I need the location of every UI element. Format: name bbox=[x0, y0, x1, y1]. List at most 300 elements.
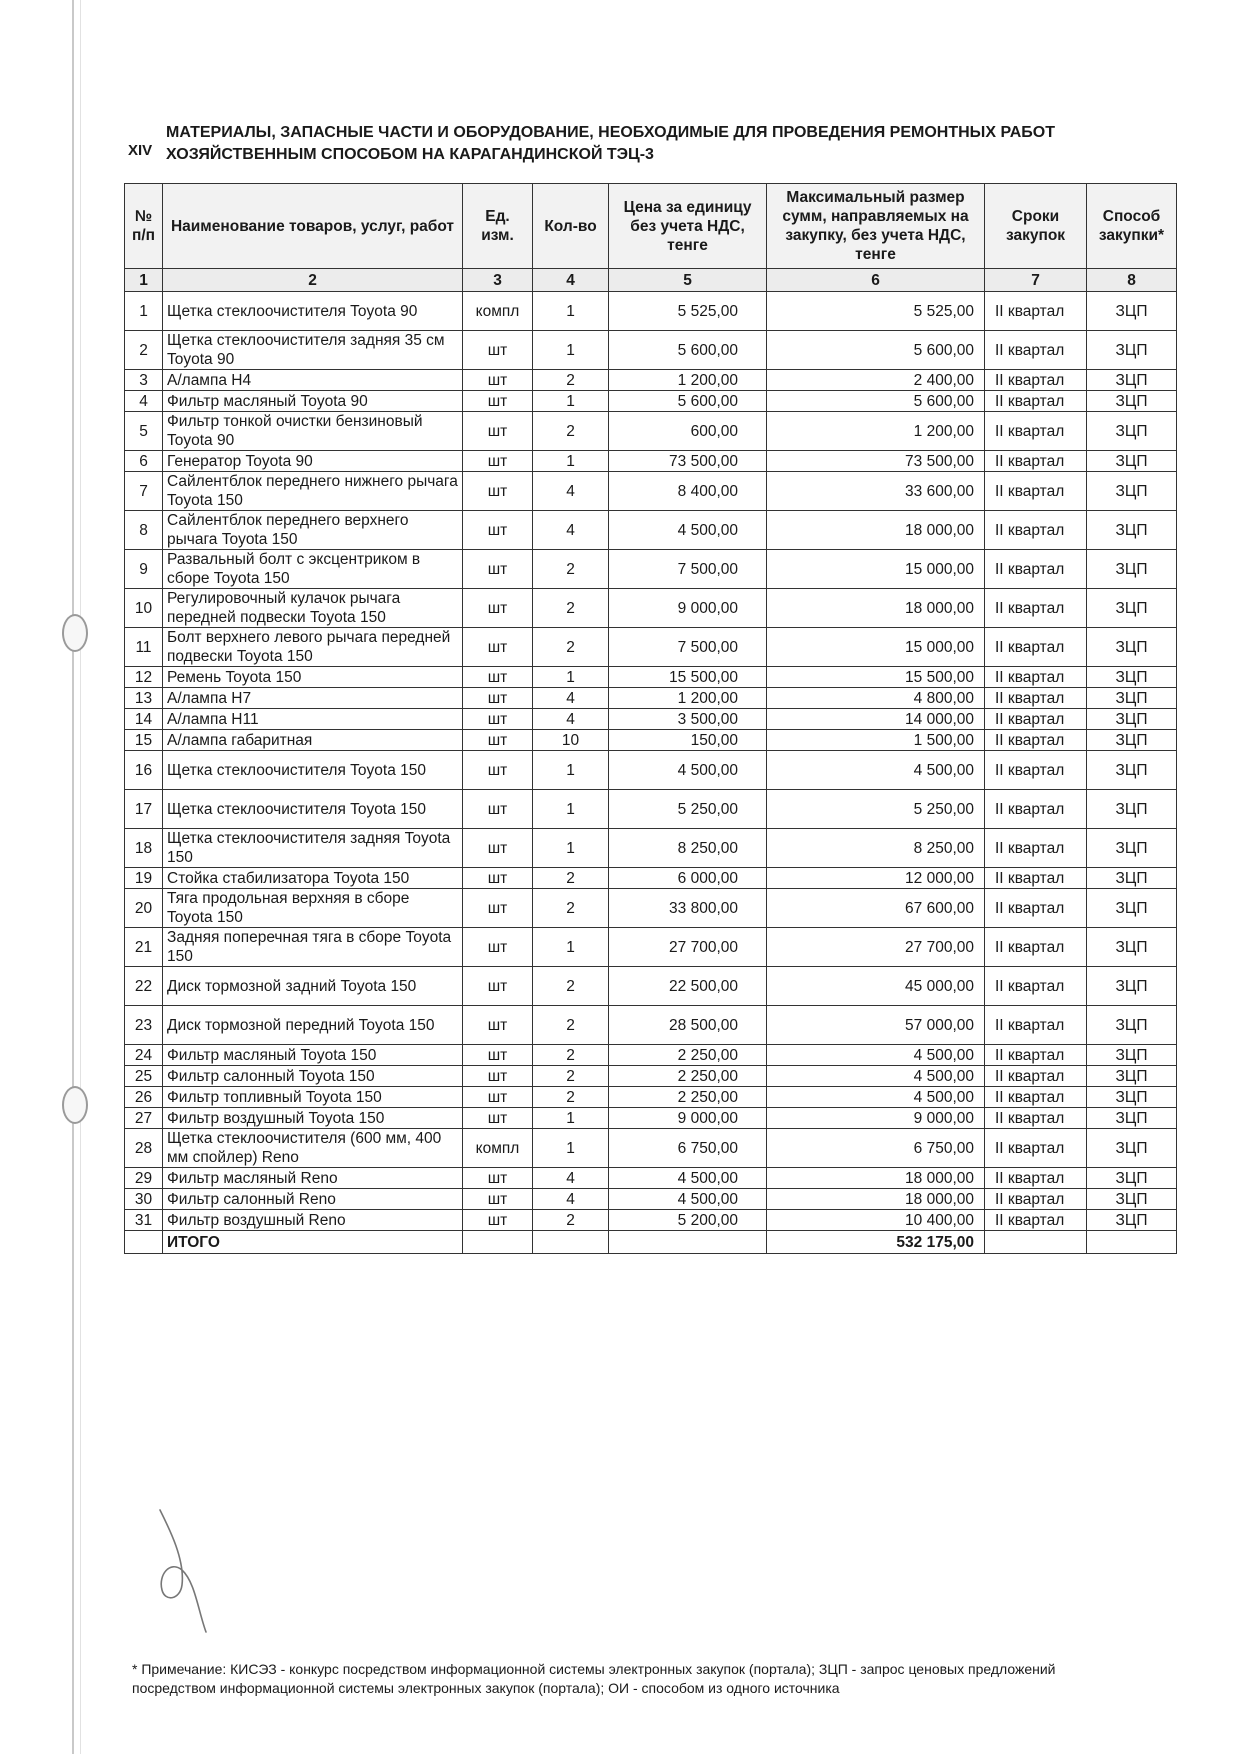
header-row bbox=[125, 184, 1177, 269]
cell-max-amount: 15 500,00 bbox=[767, 667, 985, 688]
cell-qty: 2 bbox=[533, 1066, 609, 1087]
cell-qty: 2 bbox=[533, 628, 609, 667]
cell-name: Щетка стеклоочистителя Toyota 90 bbox=[163, 292, 463, 331]
total-cell-empty bbox=[533, 1231, 609, 1254]
cell-num: 27 bbox=[125, 1108, 163, 1129]
cell-qty: 1 bbox=[533, 292, 609, 331]
cell-num: 17 bbox=[125, 790, 163, 829]
cell-unit: шт bbox=[463, 1006, 533, 1045]
table-row bbox=[125, 889, 1177, 928]
table-row bbox=[125, 391, 1177, 412]
cell-unit-price: 9 000,00 bbox=[609, 1108, 767, 1129]
cell-max-amount: 18 000,00 bbox=[767, 1189, 985, 1210]
cell-qty: 2 bbox=[533, 967, 609, 1006]
cell-period: II квартал bbox=[985, 370, 1087, 391]
cell-num: 10 bbox=[125, 589, 163, 628]
cell-period: II квартал bbox=[985, 331, 1087, 370]
cell-unit-price: 4 500,00 bbox=[609, 1168, 767, 1189]
cell-unit-price: 150,00 bbox=[609, 730, 767, 751]
cell-period: II квартал bbox=[985, 751, 1087, 790]
cell-num: 8 bbox=[125, 511, 163, 550]
cell-qty: 2 bbox=[533, 868, 609, 889]
cell-max-amount: 14 000,00 bbox=[767, 709, 985, 730]
table-row bbox=[125, 1108, 1177, 1129]
cell-qty: 1 bbox=[533, 1108, 609, 1129]
cell-period: II квартал bbox=[985, 709, 1087, 730]
table-row bbox=[125, 868, 1177, 889]
cell-max-amount: 4 800,00 bbox=[767, 688, 985, 709]
cell-qty: 1 bbox=[533, 451, 609, 472]
cell-method: ЗЦП bbox=[1087, 370, 1177, 391]
table-row bbox=[125, 1006, 1177, 1045]
table-row bbox=[125, 331, 1177, 370]
cell-num: 1 bbox=[125, 292, 163, 331]
column-number: 8 bbox=[1087, 269, 1177, 292]
cell-unit-price: 9 000,00 bbox=[609, 589, 767, 628]
cell-unit: компл bbox=[463, 292, 533, 331]
total-cell-empty bbox=[609, 1231, 767, 1254]
cell-method: ЗЦП bbox=[1087, 628, 1177, 667]
cell-period: II квартал bbox=[985, 688, 1087, 709]
cell-period: II квартал bbox=[985, 550, 1087, 589]
table-row bbox=[125, 628, 1177, 667]
cell-name: А/лампа Н7 bbox=[163, 688, 463, 709]
cell-qty: 1 bbox=[533, 928, 609, 967]
cell-method: ЗЦП bbox=[1087, 451, 1177, 472]
cell-unit-price: 4 500,00 bbox=[609, 511, 767, 550]
cell-unit: шт bbox=[463, 829, 533, 868]
cell-unit-price: 4 500,00 bbox=[609, 751, 767, 790]
punch-hole-top bbox=[62, 614, 88, 652]
table-row bbox=[125, 550, 1177, 589]
header-period: Сроки закупок bbox=[985, 184, 1087, 269]
cell-unit-price: 5 600,00 bbox=[609, 331, 767, 370]
cell-num: 15 bbox=[125, 730, 163, 751]
cell-unit-price: 1 200,00 bbox=[609, 688, 767, 709]
cell-period: II квартал bbox=[985, 1210, 1087, 1231]
cell-unit: шт bbox=[463, 967, 533, 1006]
cell-num: 23 bbox=[125, 1006, 163, 1045]
table-row bbox=[125, 451, 1177, 472]
column-number: 5 bbox=[609, 269, 767, 292]
cell-method: ЗЦП bbox=[1087, 472, 1177, 511]
cell-period: II квартал bbox=[985, 451, 1087, 472]
cell-qty: 2 bbox=[533, 370, 609, 391]
cell-max-amount: 15 000,00 bbox=[767, 550, 985, 589]
cell-name: Щетка стеклоочистителя задняя Toyota 150 bbox=[163, 829, 463, 868]
table-row bbox=[125, 967, 1177, 1006]
table-row bbox=[125, 790, 1177, 829]
cell-name: Тяга продольная верхняя в сборе Toyota 150 bbox=[163, 889, 463, 928]
cell-unit-price: 5 250,00 bbox=[609, 790, 767, 829]
cell-max-amount: 18 000,00 bbox=[767, 1168, 985, 1189]
cell-max-amount: 10 400,00 bbox=[767, 1210, 985, 1231]
cell-method: ЗЦП bbox=[1087, 1087, 1177, 1108]
cell-method: ЗЦП bbox=[1087, 331, 1177, 370]
cell-qty: 1 bbox=[533, 391, 609, 412]
cell-name: Диск тормозной задний Toyota 150 bbox=[163, 967, 463, 1006]
table-row bbox=[125, 370, 1177, 391]
cell-period: II квартал bbox=[985, 1006, 1087, 1045]
cell-max-amount: 2 400,00 bbox=[767, 370, 985, 391]
cell-qty: 1 bbox=[533, 829, 609, 868]
cell-name: Щетка стеклоочистителя (600 мм, 400 мм спойлер) Reno bbox=[163, 1129, 463, 1168]
cell-qty: 4 bbox=[533, 511, 609, 550]
cell-method: ЗЦП bbox=[1087, 829, 1177, 868]
cell-max-amount: 5 525,00 bbox=[767, 292, 985, 331]
cell-max-amount: 12 000,00 bbox=[767, 868, 985, 889]
section-number: XIV bbox=[128, 142, 153, 159]
cell-period: II квартал bbox=[985, 667, 1087, 688]
cell-unit: шт bbox=[463, 589, 533, 628]
cell-max-amount: 4 500,00 bbox=[767, 1045, 985, 1066]
cell-qty: 4 bbox=[533, 1189, 609, 1210]
total-cell-empty bbox=[463, 1231, 533, 1254]
cell-num: 26 bbox=[125, 1087, 163, 1108]
cell-period: II квартал bbox=[985, 1189, 1087, 1210]
cell-unit-price: 5 600,00 bbox=[609, 391, 767, 412]
cell-unit-price: 7 500,00 bbox=[609, 628, 767, 667]
cell-unit-price: 5 525,00 bbox=[609, 292, 767, 331]
cell-period: II квартал bbox=[985, 511, 1087, 550]
column-number: 3 bbox=[463, 269, 533, 292]
table-row bbox=[125, 292, 1177, 331]
cell-num: 12 bbox=[125, 667, 163, 688]
cell-unit: шт bbox=[463, 412, 533, 451]
cell-unit-price: 22 500,00 bbox=[609, 967, 767, 1006]
cell-period: II квартал bbox=[985, 1066, 1087, 1087]
page-edge-line bbox=[72, 0, 74, 1754]
cell-name: Фильтр масляный Reno bbox=[163, 1168, 463, 1189]
cell-num: 2 bbox=[125, 331, 163, 370]
table-body bbox=[125, 292, 1177, 1231]
cell-max-amount: 57 000,00 bbox=[767, 1006, 985, 1045]
cell-qty: 4 bbox=[533, 688, 609, 709]
cell-unit: шт bbox=[463, 868, 533, 889]
cell-qty: 4 bbox=[533, 1168, 609, 1189]
cell-method: ЗЦП bbox=[1087, 1189, 1177, 1210]
cell-name: Сайлентблок переднего нижнего рычага Toyota 150 bbox=[163, 472, 463, 511]
total-cell-empty bbox=[125, 1231, 163, 1254]
cell-unit: шт bbox=[463, 1210, 533, 1231]
cell-unit: шт bbox=[463, 550, 533, 589]
cell-max-amount: 1 200,00 bbox=[767, 412, 985, 451]
column-number: 7 bbox=[985, 269, 1087, 292]
cell-unit: шт bbox=[463, 370, 533, 391]
cell-method: ЗЦП bbox=[1087, 709, 1177, 730]
table-row bbox=[125, 709, 1177, 730]
table-row bbox=[125, 667, 1177, 688]
cell-name: А/лампа габаритная bbox=[163, 730, 463, 751]
table-row bbox=[125, 829, 1177, 868]
cell-unit-price: 1 200,00 bbox=[609, 370, 767, 391]
cell-unit: шт bbox=[463, 1189, 533, 1210]
cell-name: Фильтр салонный Toyota 150 bbox=[163, 1066, 463, 1087]
table-row bbox=[125, 472, 1177, 511]
procurement-table bbox=[124, 183, 1177, 1254]
cell-max-amount: 33 600,00 bbox=[767, 472, 985, 511]
cell-period: II квартал bbox=[985, 730, 1087, 751]
total-row bbox=[125, 1231, 1177, 1254]
cell-max-amount: 9 000,00 bbox=[767, 1108, 985, 1129]
table-row bbox=[125, 1129, 1177, 1168]
cell-num: 22 bbox=[125, 967, 163, 1006]
cell-unit: шт bbox=[463, 928, 533, 967]
cell-num: 3 bbox=[125, 370, 163, 391]
table-row bbox=[125, 688, 1177, 709]
cell-unit-price: 33 800,00 bbox=[609, 889, 767, 928]
cell-name: Фильтр воздушный Reno bbox=[163, 1210, 463, 1231]
cell-unit: шт bbox=[463, 628, 533, 667]
cell-max-amount: 27 700,00 bbox=[767, 928, 985, 967]
cell-period: II квартал bbox=[985, 628, 1087, 667]
cell-name: Задняя поперечная тяга в сборе Toyota 150 bbox=[163, 928, 463, 967]
cell-unit-price: 73 500,00 bbox=[609, 451, 767, 472]
cell-num: 11 bbox=[125, 628, 163, 667]
table-row bbox=[125, 928, 1177, 967]
cell-method: ЗЦП bbox=[1087, 1066, 1177, 1087]
cell-name: Щетка стеклоочистителя задняя 35 см Toyota 90 bbox=[163, 331, 463, 370]
cell-num: 18 bbox=[125, 829, 163, 868]
cell-unit-price: 8 400,00 bbox=[609, 472, 767, 511]
cell-name: Фильтр масляный Toyota 150 bbox=[163, 1045, 463, 1066]
cell-max-amount: 8 250,00 bbox=[767, 829, 985, 868]
cell-unit-price: 600,00 bbox=[609, 412, 767, 451]
header-name: Наименование товаров, услуг, работ bbox=[163, 184, 463, 269]
cell-period: II квартал bbox=[985, 1087, 1087, 1108]
cell-period: II квартал bbox=[985, 790, 1087, 829]
cell-num: 24 bbox=[125, 1045, 163, 1066]
cell-unit-price: 2 250,00 bbox=[609, 1045, 767, 1066]
cell-method: ЗЦП bbox=[1087, 412, 1177, 451]
cell-qty: 1 bbox=[533, 331, 609, 370]
cell-unit-price: 4 500,00 bbox=[609, 1189, 767, 1210]
cell-unit-price: 6 750,00 bbox=[609, 1129, 767, 1168]
cell-qty: 4 bbox=[533, 472, 609, 511]
cell-unit-price: 3 500,00 bbox=[609, 709, 767, 730]
page-edge-line-inner bbox=[80, 0, 81, 1754]
cell-qty: 1 bbox=[533, 751, 609, 790]
cell-qty: 4 bbox=[533, 709, 609, 730]
section-title-line1: МАТЕРИАЛЫ, ЗАПАСНЫЕ ЧАСТИ И ОБОРУДОВАНИЕ, НЕОБХОДИМЫЕ ДЛЯ ПРОВЕДЕНИЯ РЕМОНТНЫХ РАБОТ bbox=[166, 124, 1055, 141]
total-cell-empty bbox=[1087, 1231, 1177, 1254]
cell-method: ЗЦП bbox=[1087, 1129, 1177, 1168]
cell-name: Щетка стеклоочистителя Toyota 150 bbox=[163, 751, 463, 790]
cell-num: 28 bbox=[125, 1129, 163, 1168]
header-num: № п/п bbox=[125, 184, 163, 269]
cell-unit: шт bbox=[463, 1168, 533, 1189]
cell-period: II квартал bbox=[985, 928, 1087, 967]
cell-max-amount: 45 000,00 bbox=[767, 967, 985, 1006]
column-number: 2 bbox=[163, 269, 463, 292]
cell-name: Фильтр воздушный Toyota 150 bbox=[163, 1108, 463, 1129]
cell-period: II квартал bbox=[985, 1168, 1087, 1189]
cell-name: Диск тормозной передний Toyota 150 bbox=[163, 1006, 463, 1045]
cell-period: II квартал bbox=[985, 589, 1087, 628]
cell-period: II квартал bbox=[985, 829, 1087, 868]
cell-unit-price: 2 250,00 bbox=[609, 1066, 767, 1087]
cell-method: ЗЦП bbox=[1087, 1006, 1177, 1045]
cell-method: ЗЦП bbox=[1087, 751, 1177, 790]
cell-unit: шт bbox=[463, 1087, 533, 1108]
table-row bbox=[125, 730, 1177, 751]
cell-unit: шт bbox=[463, 709, 533, 730]
header-unit: Ед. изм. bbox=[463, 184, 533, 269]
cell-method: ЗЦП bbox=[1087, 589, 1177, 628]
cell-unit: шт bbox=[463, 472, 533, 511]
cell-method: ЗЦП bbox=[1087, 790, 1177, 829]
cell-unit-price: 15 500,00 bbox=[609, 667, 767, 688]
cell-unit-price: 2 250,00 bbox=[609, 1087, 767, 1108]
cell-num: 31 bbox=[125, 1210, 163, 1231]
cell-method: ЗЦП bbox=[1087, 667, 1177, 688]
cell-method: ЗЦП bbox=[1087, 967, 1177, 1006]
cell-method: ЗЦП bbox=[1087, 889, 1177, 928]
table-row bbox=[125, 1189, 1177, 1210]
cell-method: ЗЦП bbox=[1087, 550, 1177, 589]
cell-method: ЗЦП bbox=[1087, 1045, 1177, 1066]
cell-max-amount: 73 500,00 bbox=[767, 451, 985, 472]
cell-num: 21 bbox=[125, 928, 163, 967]
cell-name: А/лампа Н11 bbox=[163, 709, 463, 730]
cell-method: ЗЦП bbox=[1087, 868, 1177, 889]
cell-num: 5 bbox=[125, 412, 163, 451]
column-number: 6 bbox=[767, 269, 985, 292]
total-label: ИТОГО bbox=[163, 1231, 463, 1254]
cell-unit: шт bbox=[463, 511, 533, 550]
cell-max-amount: 5 600,00 bbox=[767, 331, 985, 370]
cell-period: II квартал bbox=[985, 868, 1087, 889]
cell-name: Сайлентблок переднего верхнего рычага Toyota 150 bbox=[163, 511, 463, 550]
cell-unit: шт bbox=[463, 667, 533, 688]
handwritten-signature bbox=[140, 1490, 220, 1640]
cell-name: Фильтр масляный Toyota 90 bbox=[163, 391, 463, 412]
cell-name: Развальный болт с эксцентриком в сборе Toyota 150 bbox=[163, 550, 463, 589]
cell-qty: 2 bbox=[533, 889, 609, 928]
table-row bbox=[125, 751, 1177, 790]
footnote: * Примечание: КИСЭЗ - конкурс посредством информационной системы электронных закупок (портала); ЗЦП - запрос ценовых предложений посредством информационной системы электронных закупок (портала); ОИ - способом из одного источника bbox=[132, 1661, 1056, 1696]
cell-method: ЗЦП bbox=[1087, 688, 1177, 709]
cell-qty: 2 bbox=[533, 412, 609, 451]
cell-num: 19 bbox=[125, 868, 163, 889]
cell-max-amount: 1 500,00 bbox=[767, 730, 985, 751]
header-price: Цена за единицу без учета НДС, тенге bbox=[609, 184, 767, 269]
cell-period: II квартал bbox=[985, 1129, 1087, 1168]
section-title bbox=[166, 122, 1166, 166]
cell-name: Фильтр салонный Reno bbox=[163, 1189, 463, 1210]
cell-period: II квартал bbox=[985, 292, 1087, 331]
cell-max-amount: 5 250,00 bbox=[767, 790, 985, 829]
cell-qty: 2 bbox=[533, 1006, 609, 1045]
cell-name: А/лампа Н4 bbox=[163, 370, 463, 391]
cell-unit: шт bbox=[463, 451, 533, 472]
table-row bbox=[125, 511, 1177, 550]
cell-unit: компл bbox=[463, 1129, 533, 1168]
table-row bbox=[125, 412, 1177, 451]
cell-method: ЗЦП bbox=[1087, 1210, 1177, 1231]
cell-num: 29 bbox=[125, 1168, 163, 1189]
cell-name: Фильтр тонкой очистки бензиновый Toyota 90 bbox=[163, 412, 463, 451]
cell-max-amount: 18 000,00 bbox=[767, 589, 985, 628]
cell-name: Фильтр топливный Toyota 150 bbox=[163, 1087, 463, 1108]
cell-max-amount: 4 500,00 bbox=[767, 751, 985, 790]
column-number: 4 bbox=[533, 269, 609, 292]
cell-qty: 1 bbox=[533, 790, 609, 829]
table-row bbox=[125, 1210, 1177, 1231]
cell-method: ЗЦП bbox=[1087, 928, 1177, 967]
total-max: 532 175,00 bbox=[767, 1231, 985, 1254]
cell-qty: 1 bbox=[533, 667, 609, 688]
section-title-line2: ХОЗЯЙСТВЕННЫМ СПОСОБОМ НА КАРАГАНДИНСКОЙ ТЭЦ-3 bbox=[166, 146, 654, 163]
cell-unit-price: 5 200,00 bbox=[609, 1210, 767, 1231]
cell-max-amount: 67 600,00 bbox=[767, 889, 985, 928]
cell-period: II квартал bbox=[985, 412, 1087, 451]
header-max: Максимальный размер сумм, направляемых на закупку, без учета НДС, тенге bbox=[767, 184, 985, 269]
cell-unit: шт bbox=[463, 1045, 533, 1066]
cell-method: ЗЦП bbox=[1087, 730, 1177, 751]
cell-name: Стойка стабилизатора Toyota 150 bbox=[163, 868, 463, 889]
cell-max-amount: 4 500,00 bbox=[767, 1066, 985, 1087]
cell-name: Ремень Toyota 150 bbox=[163, 667, 463, 688]
cell-num: 30 bbox=[125, 1189, 163, 1210]
table-row bbox=[125, 1045, 1177, 1066]
cell-num: 25 bbox=[125, 1066, 163, 1087]
cell-num: 20 bbox=[125, 889, 163, 928]
cell-unit-price: 8 250,00 bbox=[609, 829, 767, 868]
cell-name: Щетка стеклоочистителя Toyota 150 bbox=[163, 790, 463, 829]
cell-unit-price: 7 500,00 bbox=[609, 550, 767, 589]
cell-max-amount: 15 000,00 bbox=[767, 628, 985, 667]
column-number: 1 bbox=[125, 269, 163, 292]
cell-unit: шт bbox=[463, 790, 533, 829]
cell-unit: шт bbox=[463, 331, 533, 370]
cell-qty: 10 bbox=[533, 730, 609, 751]
cell-num: 13 bbox=[125, 688, 163, 709]
cell-unit-price: 28 500,00 bbox=[609, 1006, 767, 1045]
table-row bbox=[125, 1066, 1177, 1087]
cell-qty: 2 bbox=[533, 589, 609, 628]
header-method: Способ закупки* bbox=[1087, 184, 1177, 269]
cell-qty: 2 bbox=[533, 1210, 609, 1231]
cell-name: Генератор Toyota 90 bbox=[163, 451, 463, 472]
cell-period: II квартал bbox=[985, 391, 1087, 412]
cell-period: II квартал bbox=[985, 889, 1087, 928]
column-number-row bbox=[125, 269, 1177, 292]
cell-method: ЗЦП bbox=[1087, 292, 1177, 331]
cell-unit: шт bbox=[463, 730, 533, 751]
cell-unit: шт bbox=[463, 889, 533, 928]
table-row bbox=[125, 1087, 1177, 1108]
cell-method: ЗЦП bbox=[1087, 1108, 1177, 1129]
cell-num: 16 bbox=[125, 751, 163, 790]
cell-num: 6 bbox=[125, 451, 163, 472]
cell-max-amount: 18 000,00 bbox=[767, 511, 985, 550]
cell-num: 7 bbox=[125, 472, 163, 511]
cell-name: Болт верхнего левого рычага передней подвески Toyota 150 bbox=[163, 628, 463, 667]
cell-period: II квартал bbox=[985, 472, 1087, 511]
cell-unit-price: 6 000,00 bbox=[609, 868, 767, 889]
cell-period: II квартал bbox=[985, 967, 1087, 1006]
cell-unit: шт bbox=[463, 751, 533, 790]
cell-method: ЗЦП bbox=[1087, 1168, 1177, 1189]
punch-hole-bottom bbox=[62, 1086, 88, 1124]
cell-qty: 2 bbox=[533, 1045, 609, 1066]
cell-max-amount: 4 500,00 bbox=[767, 1087, 985, 1108]
cell-period: II квартал bbox=[985, 1108, 1087, 1129]
cell-unit: шт bbox=[463, 391, 533, 412]
cell-method: ЗЦП bbox=[1087, 511, 1177, 550]
total-cell-empty bbox=[985, 1231, 1087, 1254]
